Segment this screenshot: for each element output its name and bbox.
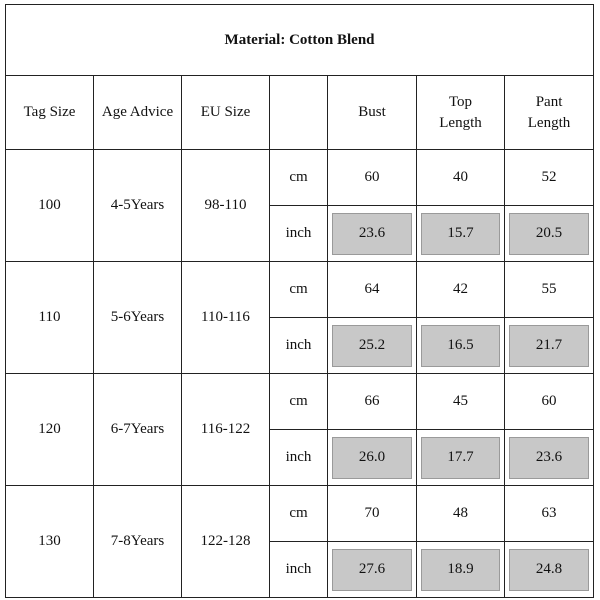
bust-inch-value: 23.6 <box>332 213 412 255</box>
table-row <box>6 262 594 318</box>
header-top-length-line1: Top <box>448 94 473 111</box>
top-length-inch-cell <box>417 206 505 262</box>
top-length-inch-cell <box>417 542 505 598</box>
tag-size-cell: 130 <box>6 486 94 598</box>
table-row <box>6 374 594 430</box>
top-length-cm-cell: 40 <box>417 150 505 206</box>
unit-cell-inch: inch <box>270 430 328 486</box>
header-top-length-line2: Length <box>439 114 482 131</box>
pant-length-cm-cell: 63 <box>505 486 594 542</box>
top-length-inch-value: 18.9 <box>421 549 500 591</box>
table-row <box>6 486 594 542</box>
header-pant-length <box>505 76 594 150</box>
age-advice-cell: 5-6Years <box>94 262 182 374</box>
tag-size-cell: 110 <box>6 262 94 374</box>
header-top-length <box>417 76 505 150</box>
unit-cell-cm: cm <box>270 262 328 318</box>
pant-length-inch-cell <box>505 206 594 262</box>
bust-inch-cell <box>328 542 417 598</box>
header-age-advice: Age Advice <box>94 76 182 150</box>
pant-length-inch-value: 20.5 <box>509 213 589 255</box>
age-advice-cell: 4-5Years <box>94 150 182 262</box>
unit-cell-inch: inch <box>270 206 328 262</box>
top-length-inch-value: 15.7 <box>421 213 500 255</box>
bust-inch-value: 26.0 <box>332 437 412 479</box>
table-title: Material: Cotton Blend <box>6 5 594 76</box>
pant-length-cm-cell: 60 <box>505 374 594 430</box>
age-advice-cell: 7-8Years <box>94 486 182 598</box>
size-table <box>5 4 594 598</box>
top-length-cm-cell: 45 <box>417 374 505 430</box>
pant-length-inch-cell <box>505 430 594 486</box>
eu-size-cell: 110-116 <box>182 262 270 374</box>
top-length-inch-cell <box>417 430 505 486</box>
bust-cm-cell: 64 <box>328 262 417 318</box>
unit-cell-inch: inch <box>270 542 328 598</box>
bust-inch-cell <box>328 430 417 486</box>
header-tag-size: Tag Size <box>6 76 94 150</box>
tag-size-cell: 120 <box>6 374 94 486</box>
bust-cm-cell: 66 <box>328 374 417 430</box>
size-chart <box>5 4 593 594</box>
title-row <box>6 5 594 76</box>
bust-cm-cell: 60 <box>328 150 417 206</box>
pant-length-inch-cell <box>505 318 594 374</box>
bust-inch-value: 25.2 <box>332 325 412 367</box>
pant-length-inch-value: 24.8 <box>509 549 589 591</box>
header-eu-size: EU Size <box>182 76 270 150</box>
top-length-inch-value: 17.7 <box>421 437 500 479</box>
top-length-inch-cell <box>417 318 505 374</box>
tag-size-cell: 100 <box>6 150 94 262</box>
header-pant-length-line1: Pant <box>535 94 563 111</box>
bust-inch-value: 27.6 <box>332 549 412 591</box>
header-bust: Bust <box>328 76 417 150</box>
unit-cell-cm: cm <box>270 486 328 542</box>
pant-length-inch-cell <box>505 542 594 598</box>
unit-cell-inch: inch <box>270 318 328 374</box>
pant-length-inch-value: 23.6 <box>509 437 589 479</box>
unit-cell-cm: cm <box>270 150 328 206</box>
pant-length-cm-cell: 52 <box>505 150 594 206</box>
top-length-cm-cell: 42 <box>417 262 505 318</box>
age-advice-cell: 6-7Years <box>94 374 182 486</box>
pant-length-inch-value: 21.7 <box>509 325 589 367</box>
bust-cm-cell: 70 <box>328 486 417 542</box>
bust-inch-cell <box>328 318 417 374</box>
header-row <box>6 76 594 150</box>
table-row <box>6 150 594 206</box>
eu-size-cell: 98-110 <box>182 150 270 262</box>
header-unit <box>270 76 328 150</box>
eu-size-cell: 122-128 <box>182 486 270 598</box>
pant-length-cm-cell: 55 <box>505 262 594 318</box>
bust-inch-cell <box>328 206 417 262</box>
header-pant-length-line2: Length <box>527 114 571 131</box>
top-length-inch-value: 16.5 <box>421 325 500 367</box>
top-length-cm-cell: 48 <box>417 486 505 542</box>
eu-size-cell: 116-122 <box>182 374 270 486</box>
unit-cell-cm: cm <box>270 374 328 430</box>
